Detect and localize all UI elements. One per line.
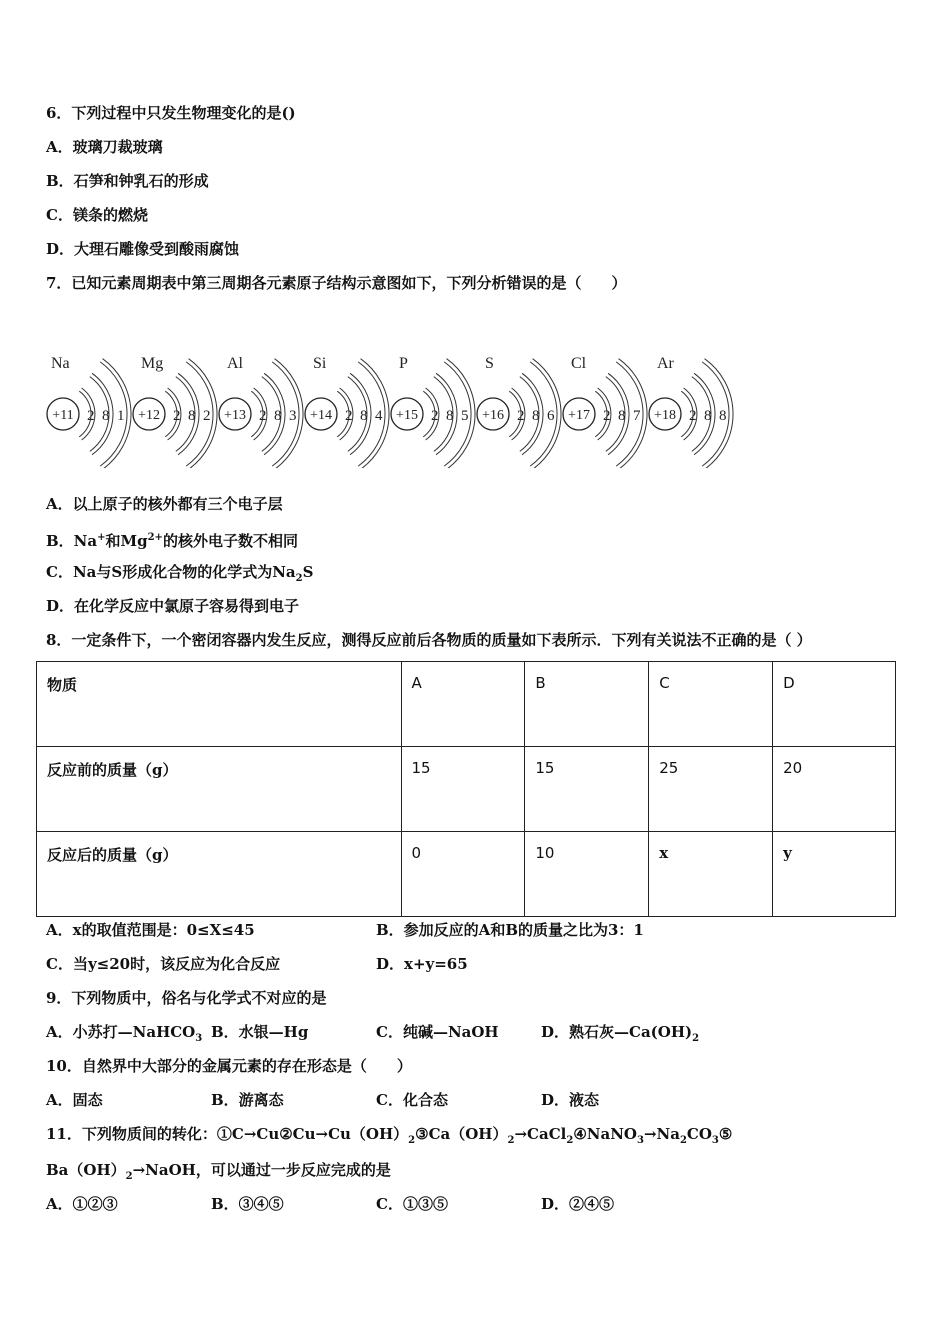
table-cell: 20 [773, 747, 896, 832]
q7-b-prefix: B．Na [46, 532, 98, 550]
atom-s [477, 355, 561, 468]
q8-option-b: B．参加反应的A和B的质量之比为3：1 [376, 921, 644, 939]
q9-stem: 9．下列物质中，俗名与化学式不对应的是 [46, 989, 327, 1007]
atom-si [305, 355, 389, 468]
q11-sub: 2 [408, 1135, 416, 1146]
shell-electron-count: 1 [117, 408, 125, 424]
table-cell: 10 [525, 832, 649, 917]
nucleus-charge: +11 [52, 408, 74, 423]
q6-stem: 6．下列过程中只发生物理变化的是() [46, 104, 296, 122]
shell-electron-count: 3 [289, 408, 297, 424]
q11-option-a: A．①②③ [46, 1195, 118, 1213]
q11-option-d: D．②④⑤ [541, 1195, 615, 1213]
element-symbol: S [485, 355, 494, 372]
q8-option-d: D．x+y=65 [376, 955, 468, 973]
q7-c-sub: 2 [295, 573, 303, 584]
q10-option-a: A．固态 [46, 1091, 103, 1109]
q8-option-c: C．当y≤20时，该反应为化合反应 [46, 955, 281, 973]
shell-electron-count: 8 [188, 408, 196, 424]
q11-part: →Na [643, 1125, 680, 1143]
q11-part: →CaCl [514, 1125, 567, 1143]
table-cell: 15 [525, 747, 649, 832]
atom-na [47, 355, 131, 468]
q7-b-sup2: 2+ [147, 532, 163, 543]
table-cell: D [773, 662, 896, 747]
shell-electron-count: 8 [618, 408, 626, 424]
q11-line2-sub: 2 [125, 1171, 133, 1182]
table-row [37, 747, 896, 832]
table-header-row [37, 662, 896, 747]
shell-electron-count: 8 [102, 408, 110, 424]
element-symbol: Si [313, 355, 327, 372]
shell-electron-count: 2 [603, 408, 611, 424]
q9-d-sub: 2 [692, 1033, 700, 1044]
table-cell: B [525, 662, 649, 747]
nucleus-charge: +17 [568, 408, 590, 423]
nucleus-charge: +12 [138, 408, 160, 423]
q11-option-b: B．③④⑤ [211, 1195, 284, 1213]
q8-option-a: A．x的取值范围是：0≤X≤45 [46, 921, 255, 939]
element-symbol: Cl [571, 355, 587, 372]
shell-electron-count: 8 [704, 408, 712, 424]
q7-b-suffix: 的核外电子数不相同 [162, 532, 298, 550]
table-cell: 0 [401, 832, 525, 917]
q7-option-c [46, 562, 313, 589]
table-cell: 物质 [37, 662, 402, 747]
element-symbol: P [399, 355, 408, 372]
nucleus-charge: +16 [482, 408, 504, 423]
shell-electron-count: 4 [375, 408, 383, 424]
q9-option-d [541, 1022, 699, 1049]
table-cell: 25 [649, 747, 773, 832]
q7-option-d: D．在化学反应中氯原子容易得到电子 [46, 597, 300, 615]
q11-sub: 2 [566, 1135, 574, 1146]
q11-part: ③Ca（OH） [415, 1125, 508, 1143]
q7-option-b [46, 528, 298, 551]
shell-electron-count: 2 [203, 408, 211, 424]
q11-part: ⑤ [718, 1125, 733, 1143]
element-symbol: Mg [141, 355, 164, 372]
table-cell: C [649, 662, 773, 747]
q9-option-c: C．纯碱—NaOH [376, 1023, 499, 1041]
shell-electron-count: 8 [446, 408, 454, 424]
shell-electron-count: 2 [259, 408, 267, 424]
shell-electron-count: 2 [517, 408, 525, 424]
table-cell: y [773, 832, 896, 917]
nucleus-charge: +15 [396, 408, 418, 423]
atom-mg [133, 355, 217, 468]
shell-electron-count: 5 [461, 408, 469, 424]
q8-stem: 8．一定条件下，一个密闭容器内发生反应，测得反应前后各物质的质量如下表所示．下列有关说法不正确的是（ ） [46, 631, 812, 649]
q7-c-prefix: C．Na与S形成化合物的化学式为Na [46, 563, 296, 581]
nucleus-charge: +13 [224, 408, 246, 423]
shell-electron-count: 8 [532, 408, 540, 424]
shell-electron-count: 8 [360, 408, 368, 424]
q10-option-d: D．液态 [541, 1091, 600, 1109]
shell-electron-count: 2 [87, 408, 95, 424]
shell-electron-count: 2 [173, 408, 181, 424]
element-symbol: Na [51, 355, 70, 372]
q11-part: CO [686, 1125, 712, 1143]
q11-part: ④NaNO [573, 1125, 637, 1143]
atom-ar [649, 355, 733, 468]
q9-option-a [46, 1022, 202, 1049]
q10-option-b: B．游离态 [211, 1091, 284, 1109]
q6-option-a: A．玻璃刀裁玻璃 [46, 138, 163, 156]
q7-c-suffix: S [302, 563, 314, 581]
table-cell: 反应前的质量（g） [37, 747, 402, 832]
table-cell: 15 [401, 747, 525, 832]
q9-a-prefix: A．小苏打—NaHCO [46, 1023, 196, 1041]
atomic-structure-diagram [40, 348, 740, 468]
q7-stem: 7．已知元素周期表中第三周期各元素原子结构示意图如下，下列分析错误的是（ ） [46, 274, 627, 292]
table-cell: A [401, 662, 525, 747]
q10-stem: 10．自然界中大部分的金属元素的存在形态是（ ） [46, 1057, 412, 1075]
q11-part: 11．下列物质间的转化：①C→Cu②Cu→Cu（OH） [46, 1125, 409, 1143]
table-cell: x [649, 832, 773, 917]
q7-b-mid: 和Mg [105, 532, 148, 550]
mass-table [36, 661, 896, 917]
q9-a-sub: 3 [195, 1033, 203, 1044]
q11-sub: 3 [711, 1135, 719, 1146]
q11-line2-prefix: Ba（OH） [46, 1161, 126, 1179]
atom-cl [563, 355, 647, 468]
shell-electron-count: 2 [345, 408, 353, 424]
table-cell: 反应后的质量（g） [37, 832, 402, 917]
atom-p [391, 355, 475, 468]
nucleus-charge: +18 [654, 408, 676, 423]
q11-line2-suffix: →NaOH，可以通过一步反应完成的是 [132, 1161, 391, 1179]
shell-electron-count: 2 [431, 408, 439, 424]
q11-sub: 2 [507, 1135, 515, 1146]
q11-stem-line2 [46, 1160, 391, 1187]
nucleus-charge: +14 [310, 408, 332, 423]
element-symbol: Al [227, 355, 243, 372]
q11-option-c: C．①③⑤ [376, 1195, 448, 1213]
shell-electron-count: 7 [633, 408, 641, 424]
q7-option-a: A．以上原子的核外都有三个电子层 [46, 495, 283, 513]
element-symbol: Ar [657, 355, 674, 372]
q7-b-sup1: + [97, 532, 106, 543]
q6-option-b: B．石笋和钟乳石的形成 [46, 172, 209, 190]
shell-electron-count: 6 [547, 408, 555, 424]
q9-option-b: B．水银—Hg [211, 1023, 309, 1041]
shell-electron-count: 8 [719, 408, 727, 424]
shell-electron-count: 8 [274, 408, 282, 424]
q6-option-d: D．大理石雕像受到酸雨腐蚀 [46, 240, 240, 258]
q11-sub: 2 [679, 1135, 687, 1146]
q10-option-c: C．化合态 [376, 1091, 448, 1109]
q11-stem [46, 1124, 732, 1151]
q9-d-prefix: D．熟石灰—Ca(OH) [541, 1023, 693, 1041]
q11-sub: 3 [636, 1135, 644, 1146]
atom-al [219, 355, 303, 468]
table-row [37, 832, 896, 917]
q6-option-c: C．镁条的燃烧 [46, 206, 148, 224]
shell-electron-count: 2 [689, 408, 697, 424]
